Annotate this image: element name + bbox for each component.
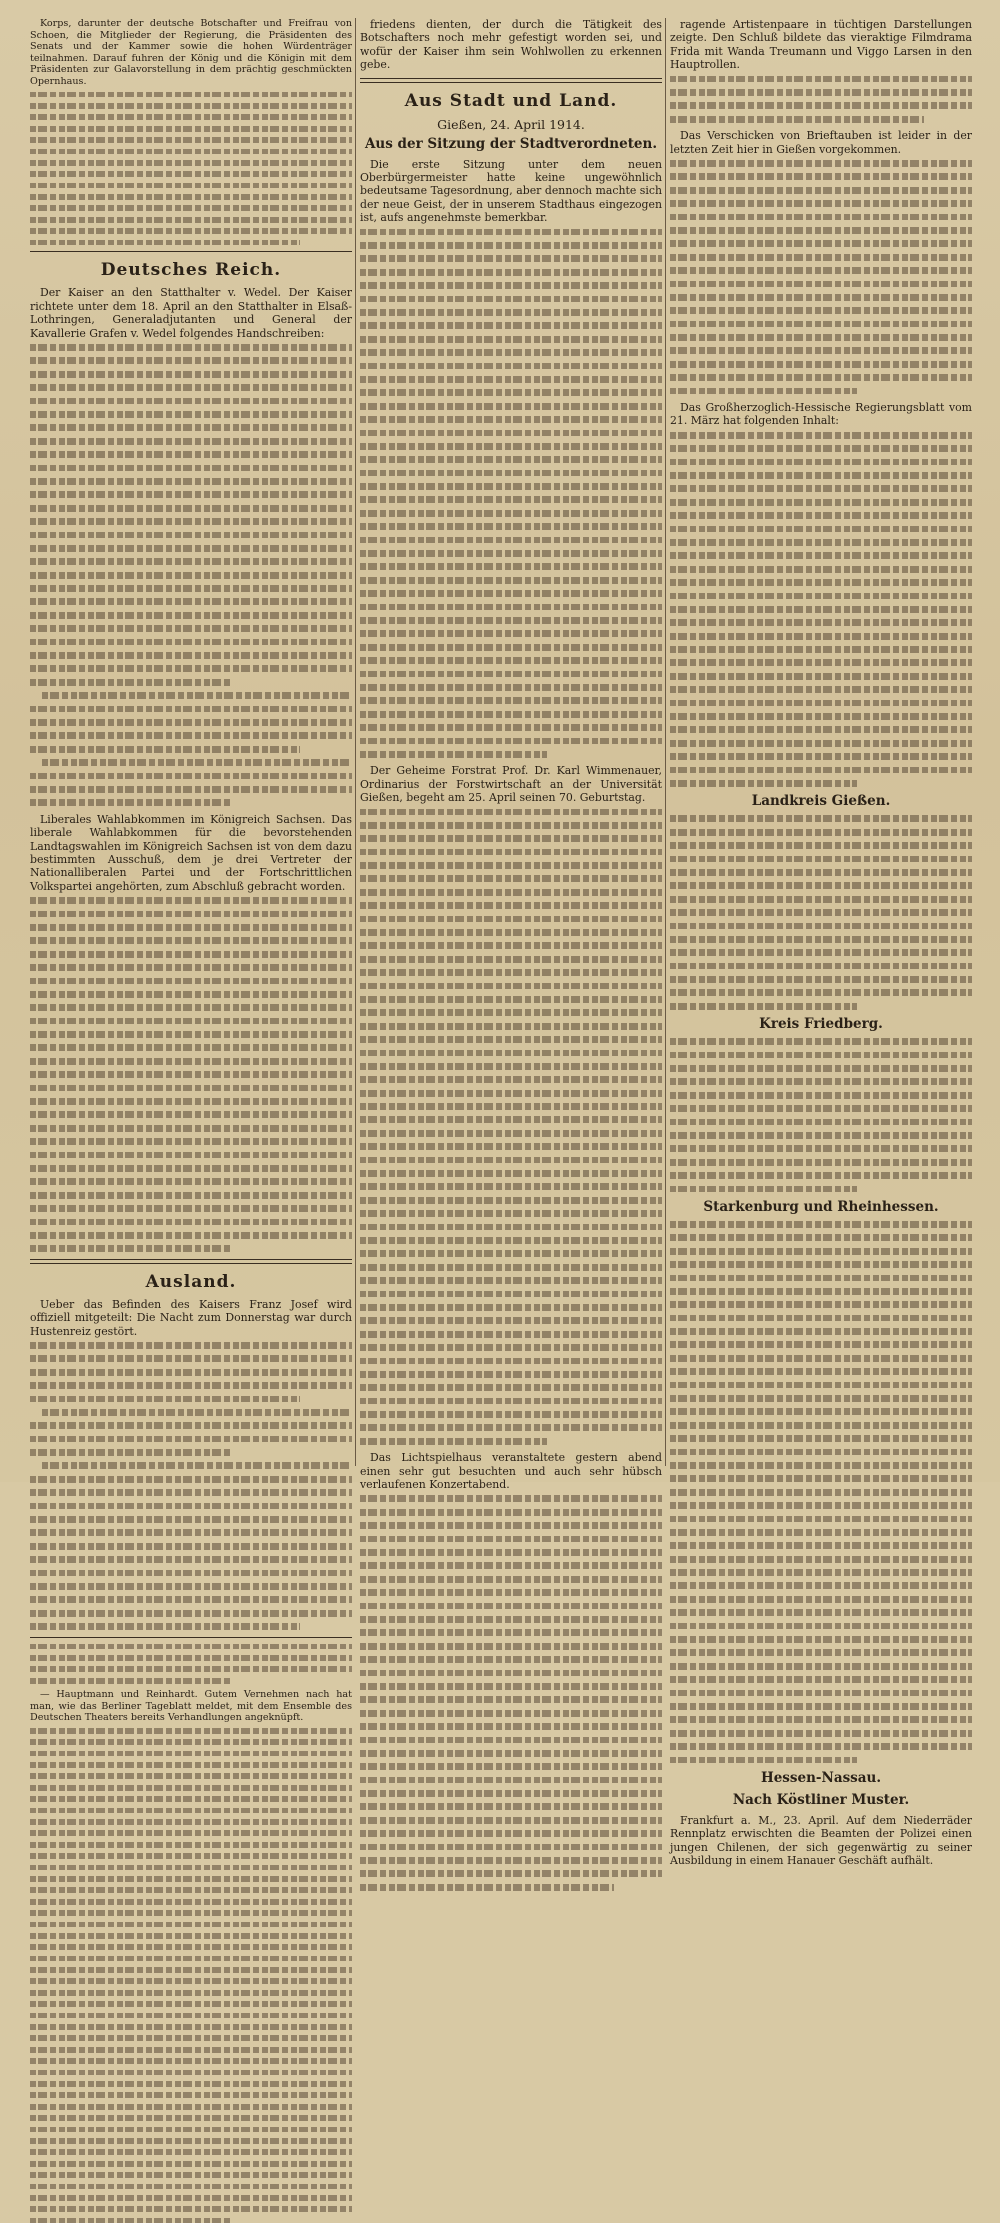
text-block: [360, 809, 662, 1445]
text-block: [30, 344, 352, 806]
article-paragraph: Ueber das Befinden des Kaisers Franz Josef wird offiziell mitgeteilt: Die Nacht zum Donnerstag war durch Hustenreiz gestört.: [30, 1297, 352, 1338]
article-paragraph: Das Verschicken von Brieftauben ist leider in der letzten Zeit hier in Gießen vorgekommen.: [670, 129, 972, 156]
article-paragraph: Das Großherzoglich-Hessische Regierungsblatt vom 21. März hat folgenden Inhalt:: [670, 401, 972, 428]
text-block: [670, 1221, 972, 1763]
text-block: [670, 76, 972, 123]
article-paragraph: Liberales Wahlabkommen im Königreich Sachsen. Das liberale Wahlabkommen für die bevorstehenden Landtagswahlen im Königreich Sachsen ist von dem dazu bestimmten Ausschuß, dem je drei Vertreter der Nationalliberalen Partei und der Fortschrittlichen Volkspartei angehörten, zum Abschluß gebracht worden.: [30, 812, 352, 893]
dateline: Gießen, 24. April 1914.: [437, 116, 585, 132]
column-2: [360, 18, 662, 1492]
article-paragraph: Der Kaiser an den Statthalter v. Wedel. Der Kaiser richtete unter dem 18. April an den Statthalter in Elsaß-Lothringen, Generaladjutanten und General der Kavallerie Grafen v. Wedel folgendes Handschreiben:: [30, 286, 352, 340]
text-block: [360, 1495, 662, 1890]
article-paragraph: friedens dienten, der durch die Tätigkeit des Botschafters noch mehr gefestigt worden sei, und wofür der Kaiser ihm sein Wohlwollen zu erkennen gebe.: [360, 18, 662, 72]
article-heading: Landkreis Gießen.: [751, 793, 891, 810]
column-3: [670, 18, 972, 1868]
divider: [30, 251, 352, 252]
article-paragraph: ragende Artistenpaare in tüchtigen Darstellungen zeigte. Den Schluß bildete das vieraktige Filmdrama Frida mit Wanda Treumann und Viggo Larsen in den Hauptrollen.: [670, 18, 972, 72]
text-block: [360, 229, 662, 758]
column-1: [30, 18, 352, 1724]
text-block: [670, 432, 972, 787]
text-block: [30, 1644, 352, 1684]
article-paragraph: Die erste Sitzung unter dem neuen Oberbürgermeister hatte keine ungewöhnlich bedeutsame Tagesordnung, aber dennoch machte sich der neue Geist, der in unserem Stadthaus eingezogen ist, aufs angenehmste bemerkbar.: [360, 157, 662, 225]
article-paragraph: Der Geheime Forstrat Prof. Dr. Karl Wimmenauer, Ordinarius der Forstwirtschaft an der Universität Gießen, begeht am 25. April seinen 70. Geburtstag.: [360, 764, 662, 805]
text-block: [30, 92, 352, 246]
text-block: [30, 1728, 352, 2223]
section-heading: Deutsches Reich.: [100, 260, 282, 281]
column-rule: [355, 18, 356, 1466]
divider: [360, 78, 662, 83]
column-rule: [665, 18, 666, 1466]
article-paragraph: Frankfurt a. M., 23. April. Auf dem Niederräder Rennplatz erwischten die Beamten der Polizei einen jungen Chilenen, der sich gegenwärtig zu seiner Ausbildung in einem Hanauer Geschäft aufhält.: [670, 1813, 972, 1868]
divider: [30, 1637, 352, 1638]
article-heading: Aus der Sitzung der Stadtverordneten.: [364, 135, 658, 152]
article-heading: Kreis Friedberg.: [759, 1016, 883, 1033]
article-paragraph: Das Lichtspielhaus veranstaltete gestern abend einen sehr gut besuchten und auch sehr hübsch verlaufenen Konzertabend.: [360, 1451, 662, 1492]
divider: [30, 1259, 352, 1264]
text-block: [670, 815, 972, 1009]
article-heading: Hessen-Nassau.: [760, 1769, 882, 1786]
text-block: [30, 897, 352, 1252]
article-heading: Starkenburg und Rheinhessen.: [703, 1198, 939, 1215]
article-heading: Nach Köstliner Muster.: [732, 1791, 910, 1808]
text-block: [670, 1038, 972, 1192]
text-block: [670, 160, 972, 394]
text-block: [30, 1342, 352, 1630]
section-heading: Aus Stadt und Land.: [404, 90, 618, 111]
article-paragraph: Korps, darunter der deutsche Botschafter und Freifrau von Schoen, die Mitglieder der Regierung, die Präsidenten des Senats und der Kammer sowie die hohen Würdenträger teilnahmen. Darauf fuhren der König und die Königin mit dem Präsidenten zur Galavorstellung in dem prächtig geschmückten Opernhaus.: [30, 18, 352, 87]
article-paragraph: — Hauptmann und Reinhardt. Gutem Vernehmen nach hat man, wie das Berliner Tageblatt meldet, mit dem Ensemble des Deutschen Theaters bereits Verhandlungen angeknüpft.: [30, 1689, 352, 1724]
section-heading: Ausland.: [145, 1271, 237, 1292]
